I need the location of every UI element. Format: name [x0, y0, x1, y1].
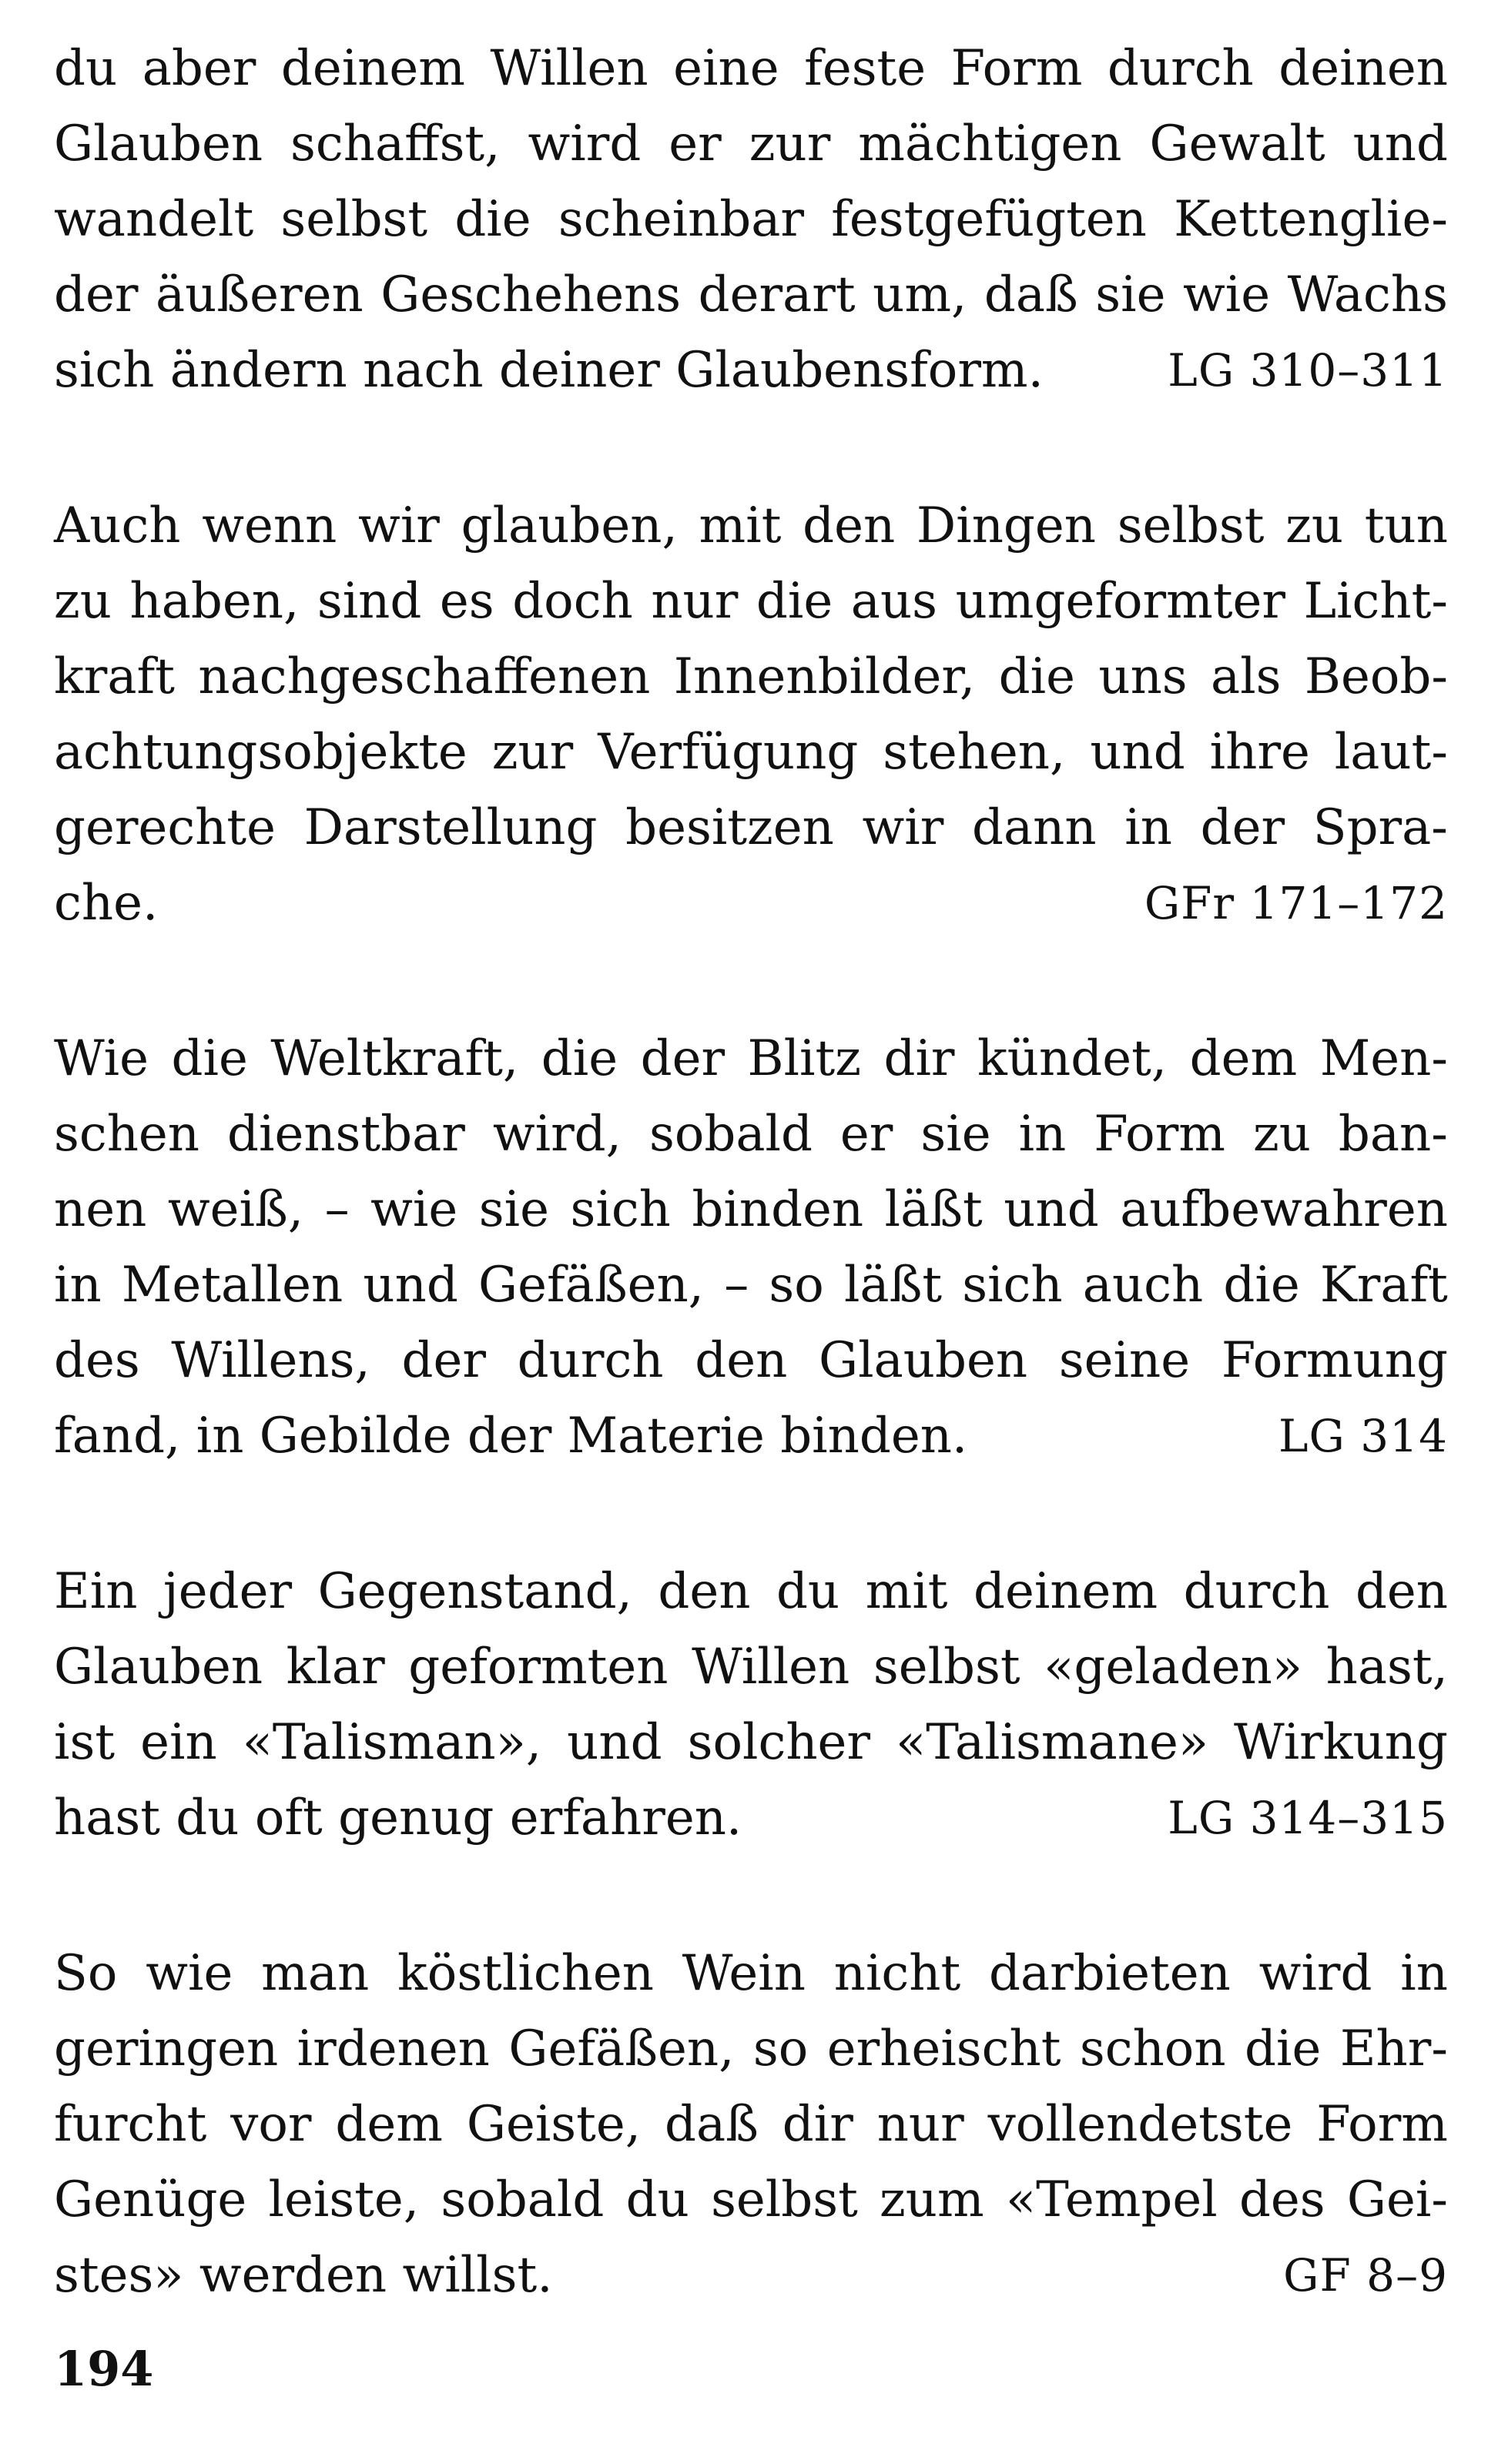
paragraph-last-line — [54, 2238, 1448, 2313]
line-text: Genüge leiste, sobald du selbst zum «Tempel des Gei- — [54, 2171, 1448, 2228]
paragraph-line — [54, 1096, 1448, 1172]
line-text: Ein jeder Gegenstand, den du mit deinem durch den — [54, 1563, 1448, 1620]
line-text: Glauben schaffst, wird er zur mächtigen Gewalt und — [54, 116, 1448, 172]
line-text: gerechte Darstellung besitzen wir dann in der Spra- — [54, 799, 1448, 856]
source-reference: GF 8–9 — [1283, 2249, 1448, 2302]
line-text: zu haben, sind es doch nur die aus umgeformter Licht- — [54, 573, 1448, 630]
paragraph-line — [54, 639, 1448, 715]
source-reference: LG 314–315 — [1168, 1792, 1448, 1844]
line-text: Wie die Weltkraft, die der Blitz dir kündet, dem Men- — [54, 1030, 1448, 1087]
line-text: du aber deinem Willen eine feste Form durch deinen — [54, 40, 1448, 97]
source-reference: LG 310–311 — [1168, 344, 1448, 397]
line-text: wandelt selbst die scheinbar festgefügten Kettenglie- — [54, 191, 1448, 248]
line-text: kraft nachgeschaffenen Innenbilder, die uns als Beob- — [54, 648, 1448, 705]
paragraph-last-line — [54, 1780, 1448, 1856]
paragraph-line — [54, 488, 1448, 564]
paragraph — [54, 1936, 1448, 2313]
line-text: furcht vor dem Geiste, daß dir nur vollendetste Form — [54, 2096, 1448, 2153]
line-text: nen weiß, – wie sie sich binden läßt und aufbewahren — [54, 1181, 1448, 1238]
line-text: geringen irdenen Gefäßen, so erheischt schon die Ehr- — [54, 2020, 1448, 2077]
line-text: achtungsobjekte zur Verfügung stehen, und ihre laut- — [54, 724, 1448, 781]
paragraph-line — [54, 1936, 1448, 2011]
source-reference: LG 314 — [1278, 1410, 1448, 1462]
paragraph-line — [54, 1172, 1448, 1247]
paragraph-line — [54, 31, 1448, 106]
paragraph — [54, 31, 1448, 408]
paragraph-line — [54, 257, 1448, 333]
paragraph-last-line — [54, 333, 1448, 408]
paragraph-line — [54, 2087, 1448, 2162]
paragraph-line — [54, 1323, 1448, 1398]
paragraph-line — [54, 715, 1448, 790]
paragraph-line — [54, 2011, 1448, 2087]
line-text: hast du oft genug erfahren. — [54, 1789, 742, 1846]
source-reference: GFr 171–172 — [1144, 877, 1448, 929]
paragraph-line — [54, 790, 1448, 865]
line-text: schen dienstbar wird, sobald er sie in Form zu ban- — [54, 1106, 1448, 1163]
paragraph-line — [54, 1554, 1448, 1629]
line-text: des Willens, der durch den Glauben seine Formung — [54, 1332, 1448, 1389]
paragraph-line — [54, 1247, 1448, 1323]
line-text: in Metallen und Gefäßen, – so läßt sich auch die Kraft — [54, 1257, 1448, 1314]
paragraph — [54, 1554, 1448, 1856]
line-text: sich ändern nach deiner Glaubensform. — [54, 342, 1044, 399]
paragraph-line — [54, 1705, 1448, 1780]
paragraph-line — [54, 182, 1448, 257]
line-text: ist ein «Talisman», und solcher «Talismane» Wirkung — [54, 1714, 1448, 1771]
paragraph-last-line — [54, 1398, 1448, 1474]
paragraph-line — [54, 2162, 1448, 2238]
paragraph-line — [54, 106, 1448, 182]
line-text: Glauben klar geformten Willen selbst «geladen» hast, — [54, 1639, 1448, 1696]
line-text: che. — [54, 875, 159, 932]
line-text: So wie man köstlichen Wein nicht darbieten wird in — [54, 1945, 1448, 2002]
line-text: fand, in Gebilde der Materie binden. — [54, 1408, 968, 1465]
paragraph — [54, 488, 1448, 941]
paragraph-line — [54, 1629, 1448, 1705]
paragraph-line — [54, 1021, 1448, 1096]
paragraph-last-line — [54, 865, 1448, 941]
line-text: stes» werden willst. — [54, 2247, 553, 2304]
paragraph — [54, 1021, 1448, 1474]
paragraph-line — [54, 564, 1448, 639]
line-text: Auch wenn wir glauben, mit den Dingen selbst zu tun — [54, 497, 1448, 554]
book-page — [54, 31, 1448, 2393]
line-text: der äußeren Geschehens derart um, daß sie wie Wachs — [54, 266, 1448, 323]
page-number: 194 — [54, 2341, 154, 2397]
